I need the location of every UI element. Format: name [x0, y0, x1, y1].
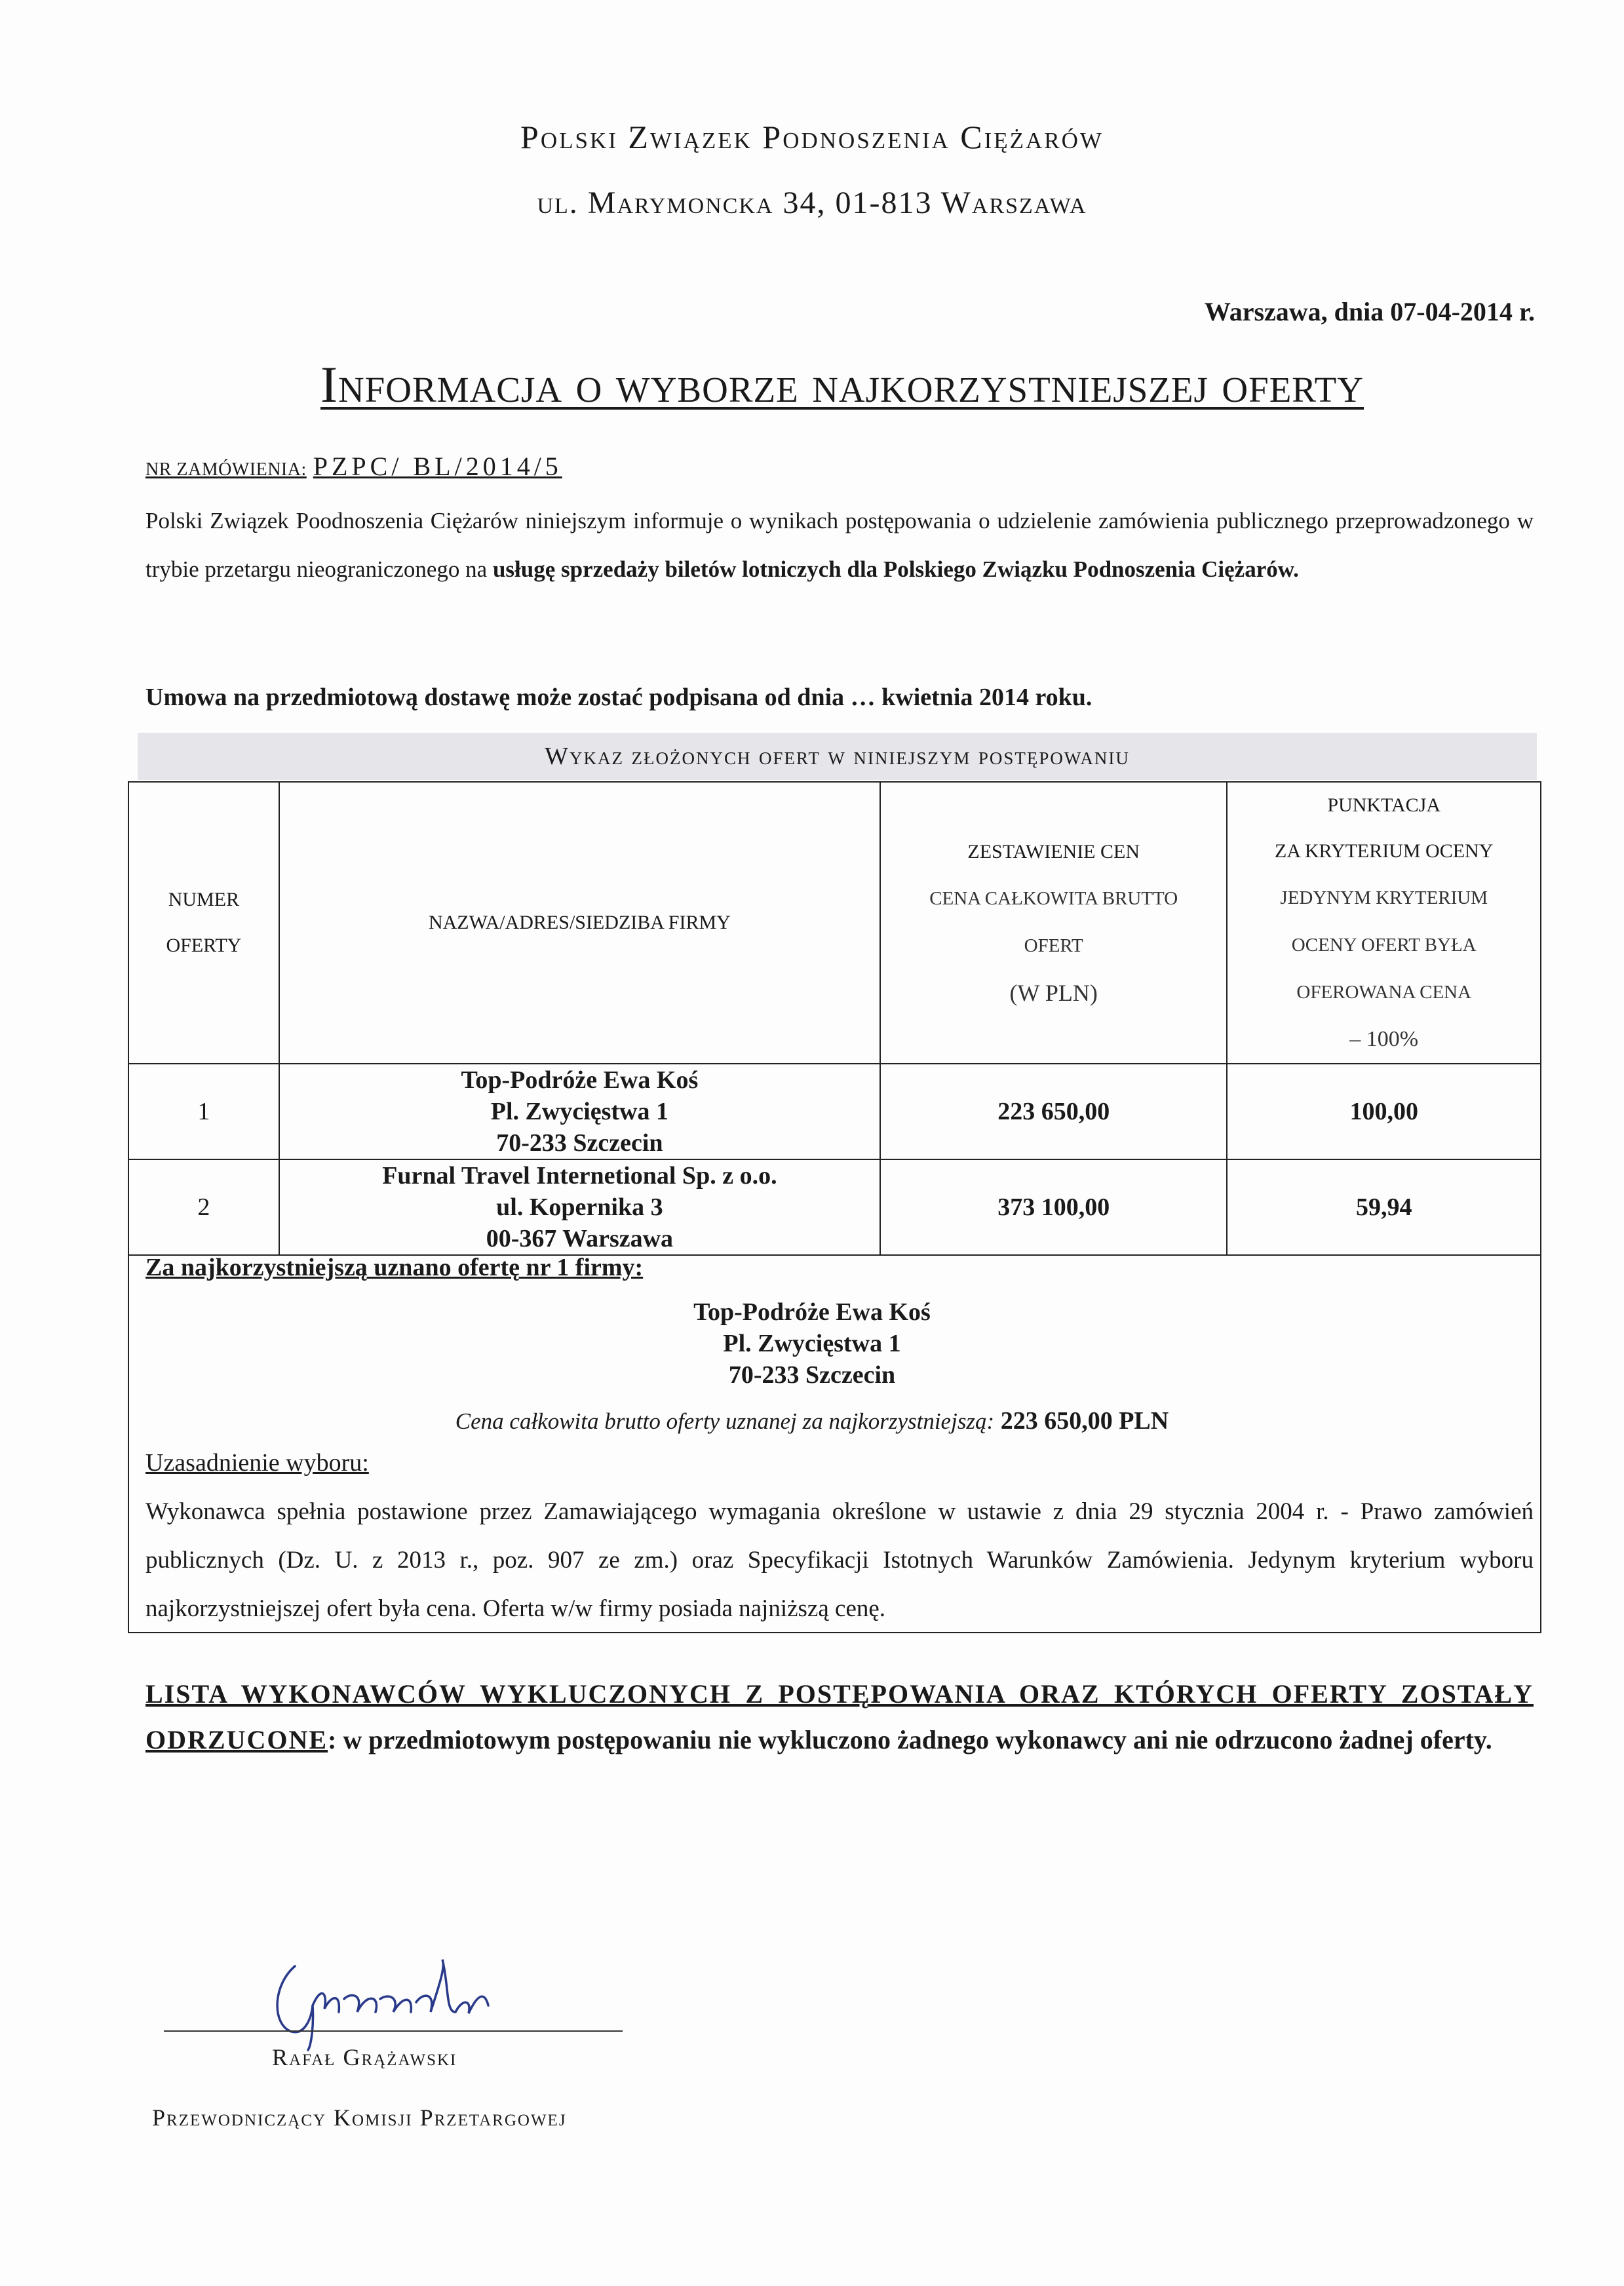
excluded-contractors-note: [145, 1671, 1534, 1763]
winner-price-label: Cena całkowita brutto oferty uznanej za najkorzystniejszą:: [455, 1408, 995, 1434]
justification-text: Wykonawca spełnia postawione przez Zamawiającego wymagania określone w ustawie z dnia 29 stycznia 2004 r. - Prawo zamówień publicznych (Dz. U. z 2013 r., poz. 907 ze zm.) oraz Specyfikacji Istotnych Warunków Zamówienia. Jedynym kryterium wyboru najkorzystniejszej ofert była cena. Oferta w/w firmy posiada najniższą cenę.: [145, 1498, 1534, 1622]
header-score: PUNKTACJA ZA KRYTERIUM OCENY JEDYNYM KRYTERIUM OCENY OFERT BYŁA OFEROWANA CENA – 100%: [1227, 782, 1541, 1064]
winner-price: [0, 1406, 1624, 1435]
order-number-label: NR ZAMÓWIENIA:: [145, 459, 307, 480]
intro-text: Polski Związek Poodnoszenia Ciężarów niniejszym informuje o wynikach postępowania o udzielenie zamówienia publicznego przeprowadzonego w trybie przetargu nieograniczonego na: [145, 508, 1534, 582]
order-number: [145, 451, 562, 482]
signer-role: Przewodniczący Komisji Przetargowej: [152, 2104, 567, 2131]
signature-line: [164, 2030, 623, 2032]
offer-score: 100,00: [1227, 1064, 1541, 1159]
handwritten-signature: [259, 1947, 495, 2051]
table-header-row: [128, 782, 1541, 1064]
offer-price: 223 650,00: [880, 1064, 1227, 1159]
organization-name: Polski Związek Podnoszenia Ciężarów: [520, 119, 1104, 155]
organization-address: ul. Marymoncka 34, 01-813 Warszawa: [537, 185, 1087, 220]
offer-number: 2: [128, 1159, 279, 1255]
offer-score: 59,94: [1227, 1159, 1541, 1255]
offer-company: Top-Podróże Ewa Koś Pl. Zwycięstwa 1 70-233 Szczecin: [279, 1064, 880, 1159]
offer-company: Furnal Travel Internetional Sp. z o.o. ul. Kopernika 3 00-367 Warszawa: [279, 1159, 880, 1255]
signer-name: Rafał Grążawski: [272, 2044, 457, 2070]
offers-table: [128, 781, 1541, 1256]
offer-price: 373 100,00: [880, 1159, 1227, 1255]
header-price: ZESTAWIENIE CEN CENA CAŁKOWITA BRUTTO OFERT (W PLN): [880, 782, 1227, 1064]
document-date: Warszawa, dnia 07-04-2014 r.: [1204, 297, 1535, 326]
intro-subject: usługę sprzedaży biletów lotniczych dla Polskiego Związku Podnoszenia Ciężarów.: [492, 556, 1299, 582]
offers-heading: Wykaz złożonych ofert w niniejszym postępowaniu: [138, 733, 1537, 780]
header-offer-number: NUMER OFERTY: [128, 782, 279, 1064]
table-row: [128, 1159, 1541, 1255]
header-company: NAZWA/ADRES/SIEDZIBA FIRMY: [279, 782, 880, 1064]
justification-label: Uzasadnienie wyboru:: [145, 1449, 369, 1477]
order-number-value: PZPC/ BL/2014/5: [313, 452, 562, 481]
offer-number: 1: [128, 1064, 279, 1159]
winner-firm: Top-Podróże Ewa Koś Pl. Zwycięstwa 1 70-233 Szczecin: [693, 1298, 931, 1389]
excluded-text: : w przedmiotowym postępowaniu nie wykluczono żadnego wykonawcy ani nie odrzucono żadnej oferty.: [328, 1725, 1492, 1754]
contract-note: Umowa na przedmiotową dostawę może zostać podpisana od dnia … kwietnia 2014 roku.: [145, 684, 1092, 711]
intro-paragraph: [145, 497, 1534, 594]
table-row: [128, 1064, 1541, 1159]
document-title: Informacja o wyborze najkorzystniejszej oferty: [320, 356, 1364, 413]
excluded-heading: LISTA WYKONAWCÓW WYKLUCZONYCH Z POSTĘPOWANIA ORAZ KTÓRYCH OFERTY ZOSTAŁY ODRZUCONE: [145, 1679, 1534, 1754]
winner-label: Za najkorzystniejszą uznano ofertę nr 1 firmy:: [145, 1254, 644, 1281]
winner-price-value: 223 650,00 PLN: [1000, 1407, 1169, 1435]
